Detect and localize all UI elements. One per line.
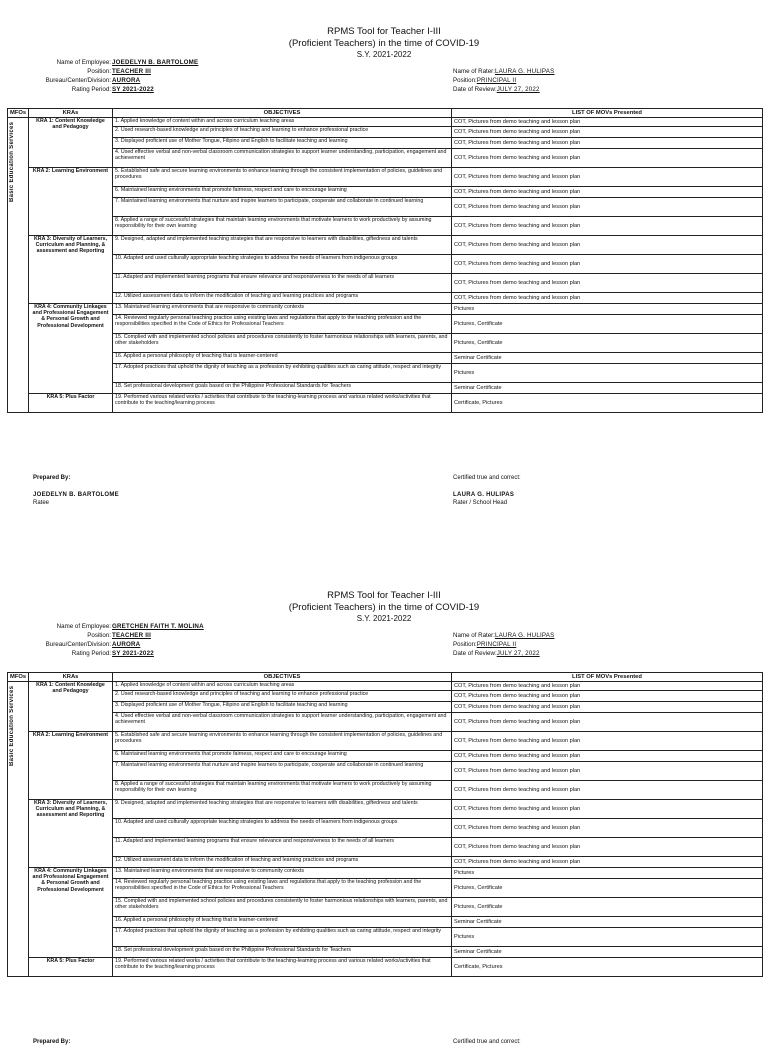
- table-row: [8, 713, 763, 732]
- objective-cell: 8. Applied a range of successful strategies that maintain learning environments that motivate learners to work productively by assuming responsibility for their own learning: [113, 781, 452, 800]
- table-row: [8, 118, 763, 127]
- mov-cell: COT, Pictures from demo teaching and lesson plan: [452, 838, 763, 857]
- kra-cell: KRA 5: Plus Factor: [29, 958, 113, 977]
- rater-signature: [453, 492, 514, 507]
- objective-cell: 17. Adopted practices that uphold the dignity of teaching as a profession by exhibiting qualities such as caring attitude, respect and integrity: [113, 928, 452, 947]
- mov-cell: COT, Pictures from demo teaching and lesson plan: [452, 781, 763, 800]
- table-row: [8, 334, 763, 353]
- objectives-header: OBJECTIVES: [113, 673, 452, 682]
- objective-cell: 19. Performed various related works / activities that contribute to the teaching-learning process and various related works/activities that contribute to the teaching/learning process: [113, 958, 452, 977]
- school-year: S.Y. 2021-2022: [356, 50, 412, 59]
- rpms-table: [7, 108, 763, 413]
- mfo-label: Basic Education Services: [9, 686, 15, 767]
- objective-cell: 19. Performed various related works / activities that contribute to the teaching-learning process and various related works/activities that contribute to the teaching/learning process: [113, 394, 452, 413]
- objective-cell: 11. Adapted and implemented learning programs that ensure relevance and responsiveness to the needs of all learners: [113, 838, 452, 857]
- objective-cell: 1. Applied knowledge of content within and across curriculum teaching areas: [113, 682, 452, 691]
- school-year: S.Y. 2021-2022: [356, 614, 412, 623]
- table-row: [8, 732, 763, 751]
- mov-cell: Certificate, Pictures: [452, 394, 763, 413]
- rater-position-label: Position:: [453, 641, 477, 648]
- mov-cell: Pictures: [452, 364, 763, 383]
- employee-row: [20, 58, 198, 67]
- kra-cell: KRA 4: Community Linkages and Professional Engagement & Personal Growth and Professional Development: [29, 868, 113, 958]
- table-row: [8, 702, 763, 713]
- rater-row: [453, 67, 554, 76]
- rpms-table: [7, 672, 763, 977]
- review-date-value: JULY 27, 2022: [496, 86, 540, 93]
- objective-cell: 5. Established safe and secure learning environments to enhance learning through the consistent implementation of policies, guidelines and procedures: [113, 732, 452, 751]
- objective-cell: 7. Maintained learning environments that nurture and inspire learners to participate, cooperate and collaborate in continued learning: [113, 198, 452, 217]
- kra-cell: KRA 3: Diversity of Learners, Curriculum and Planning, & assessment and Reporting: [29, 236, 113, 304]
- position-label: Position:: [87, 632, 111, 639]
- period-value: SY 2021-2022: [112, 650, 154, 657]
- position-label: Position:: [87, 68, 111, 75]
- mov-cell: COT, Pictures from demo teaching and lesson plan: [452, 217, 763, 236]
- table-row: [8, 236, 763, 255]
- table-row: [8, 958, 763, 977]
- objective-cell: 3. Displayed proficient use of Mother Tongue, Filipino and English to facilitate teaching and learning: [113, 702, 452, 713]
- kra-cell: KRA 5: Plus Factor: [29, 394, 113, 413]
- objective-cell: 1. Applied knowledge of content within and across curriculum teaching areas: [113, 118, 452, 127]
- table-row: [8, 149, 763, 168]
- objective-cell: 15. Complied with and implemented school policies and procedures consistently to foster harmonious relationships with learners, parents, and other stakeholders: [113, 334, 452, 353]
- rater-position-value: PRINCIPAL II: [476, 641, 517, 648]
- objective-cell: 12. Utilized assessment data to inform the modification of teaching and learning practices and programs: [113, 293, 452, 304]
- mov-cell: Pictures, Certificate: [452, 334, 763, 353]
- objectives-header: OBJECTIVES: [113, 109, 452, 118]
- kra-cell: KRA 2: Learning Environment: [29, 732, 113, 800]
- mov-cell: COT, Pictures from demo teaching and lesson plan: [452, 732, 763, 751]
- mov-cell: COT, Pictures from demo teaching and lesson plan: [452, 691, 763, 702]
- rater-name: LAURA G. HULIPAS: [453, 492, 515, 498]
- mov-cell: COT, Pictures from demo teaching and lesson plan: [452, 857, 763, 868]
- position-value: TEACHER III: [112, 632, 151, 639]
- review-date-label: Date of Review:: [453, 650, 497, 657]
- mov-cell: COT, Pictures from demo teaching and lesson plan: [452, 187, 763, 198]
- table-row: [8, 274, 763, 293]
- objective-cell: 3. Displayed proficient use of Mother Tongue, Filipino and English to facilitate teaching and learning: [113, 138, 452, 149]
- mov-cell: Seminar Certificate: [452, 917, 763, 928]
- form-subtitle: (Proficient Teachers) in the time of COVID-19: [288, 602, 480, 613]
- employee-info: [20, 58, 198, 94]
- mov-cell: COT, Pictures from demo teaching and lesson plan: [452, 255, 763, 274]
- mov-cell: Pictures, Certificate: [452, 879, 763, 898]
- bureau-row: [20, 640, 204, 649]
- objective-cell: 13. Maintained learning environments that are responsive to community contexts: [113, 868, 452, 879]
- mov-cell: Seminar Certificate: [452, 947, 763, 958]
- mov-cell: COT, Pictures from demo teaching and lesson plan: [452, 800, 763, 819]
- objective-cell: 18. Set professional development goals based on the Philippine Professional Standards for Teachers: [113, 383, 452, 394]
- review-date-value: JULY 27, 2022: [496, 650, 540, 657]
- table-row: [8, 315, 763, 334]
- review-date-row: [453, 649, 554, 658]
- table-row: [8, 198, 763, 217]
- kra-cell: KRA 4: Community Linkages and Professional Engagement & Personal Growth and Professional Development: [29, 304, 113, 394]
- objective-cell: 10. Adapted and used culturally appropriate teaching strategies to address the needs of learners from indigenous groups: [113, 819, 452, 838]
- mfo-header: MFOs: [8, 673, 29, 682]
- objective-cell: 7. Maintained learning environments that nurture and inspire learners to participate, cooperate and collaborate in continued learning: [113, 762, 452, 781]
- table-row: [8, 353, 763, 364]
- table-row: [8, 187, 763, 198]
- mov-cell: COT, Pictures from demo teaching and lesson plan: [452, 274, 763, 293]
- mov-cell: COT, Pictures from demo teaching and lesson plan: [452, 713, 763, 732]
- ratee-name: JOEDELYN B. BARTOLOME: [33, 492, 119, 498]
- mov-cell: COT, Pictures from demo teaching and lesson plan: [452, 819, 763, 838]
- kra-cell: KRA 1: Content Knowledge and Pedagogy: [29, 118, 113, 168]
- period-label: Rating Period:: [71, 86, 111, 93]
- certified-label: Certified true and correct:: [453, 475, 521, 481]
- rater-label: Name of Rater:: [453, 632, 495, 639]
- employee-info: [20, 622, 204, 658]
- mov-cell: COT, Pictures from demo teaching and lesson plan: [452, 702, 763, 713]
- mov-cell: Seminar Certificate: [452, 383, 763, 394]
- mov-cell: COT, Pictures from demo teaching and lesson plan: [452, 682, 763, 691]
- form-title: RPMS Tool for Teacher I-III: [327, 590, 441, 601]
- objective-cell: 2. Used research-based knowledge and principles of teaching and learning to enhance professional practice: [113, 691, 452, 702]
- table-row: [8, 928, 763, 947]
- objective-cell: 6. Maintained learning environments that promote fairness, respect and care to encourage learning: [113, 751, 452, 762]
- objective-cell: 8. Applied a range of successful strategies that maintain learning environments that motivate learners to work productively by assuming responsibility for their own learning: [113, 217, 452, 236]
- kra-cell: KRA 3: Diversity of Learners, Curriculum and Planning, & assessment and Reporting: [29, 800, 113, 868]
- table-row: [8, 751, 763, 762]
- bureau-label: Bureau/Center/Division:: [45, 77, 111, 84]
- rater-info: [453, 67, 554, 94]
- table-row: [8, 138, 763, 149]
- period-value: SY 2021-2022: [112, 86, 154, 93]
- mov-cell: COT, Pictures from demo teaching and lesson plan: [452, 168, 763, 187]
- mov-cell: COT, Pictures from demo teaching and lesson plan: [452, 149, 763, 168]
- mfo-cell: [8, 118, 29, 413]
- objective-cell: 17. Adopted practices that uphold the dignity of teaching as a profession by exhibiting qualities such as caring attitude, respect and integrity: [113, 364, 452, 383]
- form-title: RPMS Tool for Teacher I-III: [327, 26, 441, 37]
- table-row: [8, 838, 763, 857]
- mov-cell: Pictures, Certificate: [452, 898, 763, 917]
- table-row: [8, 217, 763, 236]
- kra-cell: KRA 2: Learning Environment: [29, 168, 113, 236]
- period-row: [20, 85, 198, 94]
- position-row: [20, 67, 198, 76]
- bureau-label: Bureau/Center/Division:: [45, 641, 111, 648]
- objective-cell: 13. Maintained learning environments that are responsive to community contexts: [113, 304, 452, 315]
- rater-value: LAURA G. HULIPAS: [494, 68, 555, 75]
- mov-cell: Seminar Certificate: [452, 353, 763, 364]
- mov-cell: Pictures, Certificate: [452, 315, 763, 334]
- employee-value: GRETCHEN FAITH T. MOLINA: [112, 623, 204, 630]
- table-row: [8, 383, 763, 394]
- table-row: [8, 127, 763, 138]
- objective-cell: 9. Designed, adapted and implemented teaching strategies that are responsive to learners with disabilities, giftedness and talents: [113, 800, 452, 819]
- position-value: TEACHER III: [112, 68, 151, 75]
- table-row: [8, 819, 763, 838]
- table-row: [8, 304, 763, 315]
- table-body: [8, 118, 763, 413]
- kra-cell: KRA 1: Content Knowledge and Pedagogy: [29, 682, 113, 732]
- objective-cell: 18. Set professional development goals based on the Philippine Professional Standards for Teachers: [113, 947, 452, 958]
- period-row: [20, 649, 204, 658]
- mfo-cell: [8, 682, 29, 977]
- rater-role: Rater / School Head: [453, 499, 508, 506]
- table-row: [8, 762, 763, 781]
- objective-cell: 12. Utilized assessment data to inform the modification of teaching and learning practices and programs: [113, 857, 452, 868]
- objective-cell: 6. Maintained learning environments that promote fairness, respect and care to encourage learning: [113, 187, 452, 198]
- mov-cell: COT, Pictures from demo teaching and lesson plan: [452, 236, 763, 255]
- objective-cell: 16. Applied a personal philosophy of teaching that is learner-centered: [113, 917, 452, 928]
- employee-label: Name of Employee:: [56, 623, 111, 630]
- mov-cell: Pictures: [452, 304, 763, 315]
- mfo-label: Basic Education Services: [9, 122, 15, 203]
- objective-cell: 14. Reviewed regularly personal teaching practice using existing laws and regulations that apply to the teaching profession and the responsibilities specified in the Code of Ethics for Professional Teachers: [113, 879, 452, 898]
- mfo-header: MFOs: [8, 109, 29, 118]
- rater-position-row: [453, 76, 554, 85]
- table-row: [8, 857, 763, 868]
- kra-header: KRAs: [29, 673, 113, 682]
- employee-label: Name of Employee:: [56, 59, 111, 66]
- objective-cell: 4. Used effective verbal and non-verbal classroom communication strategies to support learner understanding, participation, engagement and achievement: [113, 713, 452, 732]
- mov-cell: COT, Pictures from demo teaching and lesson plan: [452, 751, 763, 762]
- employee-row: [20, 622, 204, 631]
- prepared-by-label: Prepared By:: [33, 1039, 71, 1045]
- objective-cell: 5. Established safe and secure learning environments to enhance learning through the consistent implementation of policies, guidelines and procedures: [113, 168, 452, 187]
- table-row: [8, 879, 763, 898]
- kra-header: KRAs: [29, 109, 113, 118]
- movs-header: LIST OF MOVs Presented: [452, 109, 763, 118]
- objective-cell: 16. Applied a personal philosophy of teaching that is learner-centered: [113, 353, 452, 364]
- table-row: [8, 781, 763, 800]
- rater-position-value: PRINCIPAL II: [476, 77, 517, 84]
- mov-cell: COT, Pictures from demo teaching and lesson plan: [452, 127, 763, 138]
- mov-cell: COT, Pictures from demo teaching and lesson plan: [452, 138, 763, 149]
- mov-cell: COT, Pictures from demo teaching and lesson plan: [452, 293, 763, 304]
- table-row: [8, 682, 763, 691]
- review-date-label: Date of Review:: [453, 86, 497, 93]
- movs-header: LIST OF MOVs Presented: [452, 673, 763, 682]
- table-row: [8, 394, 763, 413]
- employee-value: JOEDELYN B. BARTOLOME: [112, 59, 199, 66]
- table-row: [8, 898, 763, 917]
- rater-value: LAURA G. HULIPAS: [494, 632, 555, 639]
- mov-cell: COT, Pictures from demo teaching and lesson plan: [452, 198, 763, 217]
- mov-cell: COT, Pictures from demo teaching and lesson plan: [452, 118, 763, 127]
- review-date-row: [453, 85, 554, 94]
- table-row: [8, 364, 763, 383]
- table-row: [8, 293, 763, 304]
- mov-cell: Certificate, Pictures: [452, 958, 763, 977]
- mov-cell: COT, Pictures from demo teaching and lesson plan: [452, 762, 763, 781]
- table-row: [8, 800, 763, 819]
- table-row: [8, 947, 763, 958]
- rater-row: [453, 631, 554, 640]
- ratee-role: Ratee: [33, 499, 50, 506]
- table-row: [8, 255, 763, 274]
- rater-position-label: Position:: [453, 77, 477, 84]
- objective-cell: 4. Used effective verbal and non-verbal classroom communication strategies to support learner understanding, participation, engagement and achievement: [113, 149, 452, 168]
- mov-cell: Pictures: [452, 868, 763, 879]
- objective-cell: 10. Adapted and used culturally appropriate teaching strategies to address the needs of learners from indigenous groups: [113, 255, 452, 274]
- form-subtitle: (Proficient Teachers) in the time of COVID-19: [288, 38, 480, 49]
- table-row: [8, 917, 763, 928]
- bureau-value: AURORA: [112, 641, 141, 648]
- table-header-row: [8, 109, 763, 118]
- certified-label: Certified true and correct:: [453, 1039, 521, 1045]
- bureau-value: AURORA: [112, 77, 141, 84]
- prepared-by-label: Prepared By:: [33, 475, 71, 481]
- ratee-signature: [33, 492, 119, 507]
- rater-position-row: [453, 640, 554, 649]
- table-header-row: [8, 673, 763, 682]
- bureau-row: [20, 76, 198, 85]
- table-row: [8, 168, 763, 187]
- objective-cell: 2. Used research-based knowledge and principles of teaching and learning to enhance professional practice: [113, 127, 452, 138]
- objective-cell: 15. Complied with and implemented school policies and procedures consistently to foster harmonious relationships with learners, parents, and other stakeholders: [113, 898, 452, 917]
- rater-info: [453, 631, 554, 658]
- objective-cell: 11. Adapted and implemented learning programs that ensure relevance and responsiveness to the needs of all learners: [113, 274, 452, 293]
- mov-cell: Pictures: [452, 928, 763, 947]
- position-row: [20, 631, 204, 640]
- rater-label: Name of Rater:: [453, 68, 495, 75]
- period-label: Rating Period:: [71, 650, 111, 657]
- table-row: [8, 868, 763, 879]
- objective-cell: 14. Reviewed regularly personal teaching practice using existing laws and regulations that apply to the teaching profession and the responsibilities specified in the Code of Ethics for Professional Teachers: [113, 315, 452, 334]
- objective-cell: 9. Designed, adapted and implemented teaching strategies that are responsive to learners with disabilities, giftedness and talents: [113, 236, 452, 255]
- table-body: [8, 682, 763, 977]
- table-row: [8, 691, 763, 702]
